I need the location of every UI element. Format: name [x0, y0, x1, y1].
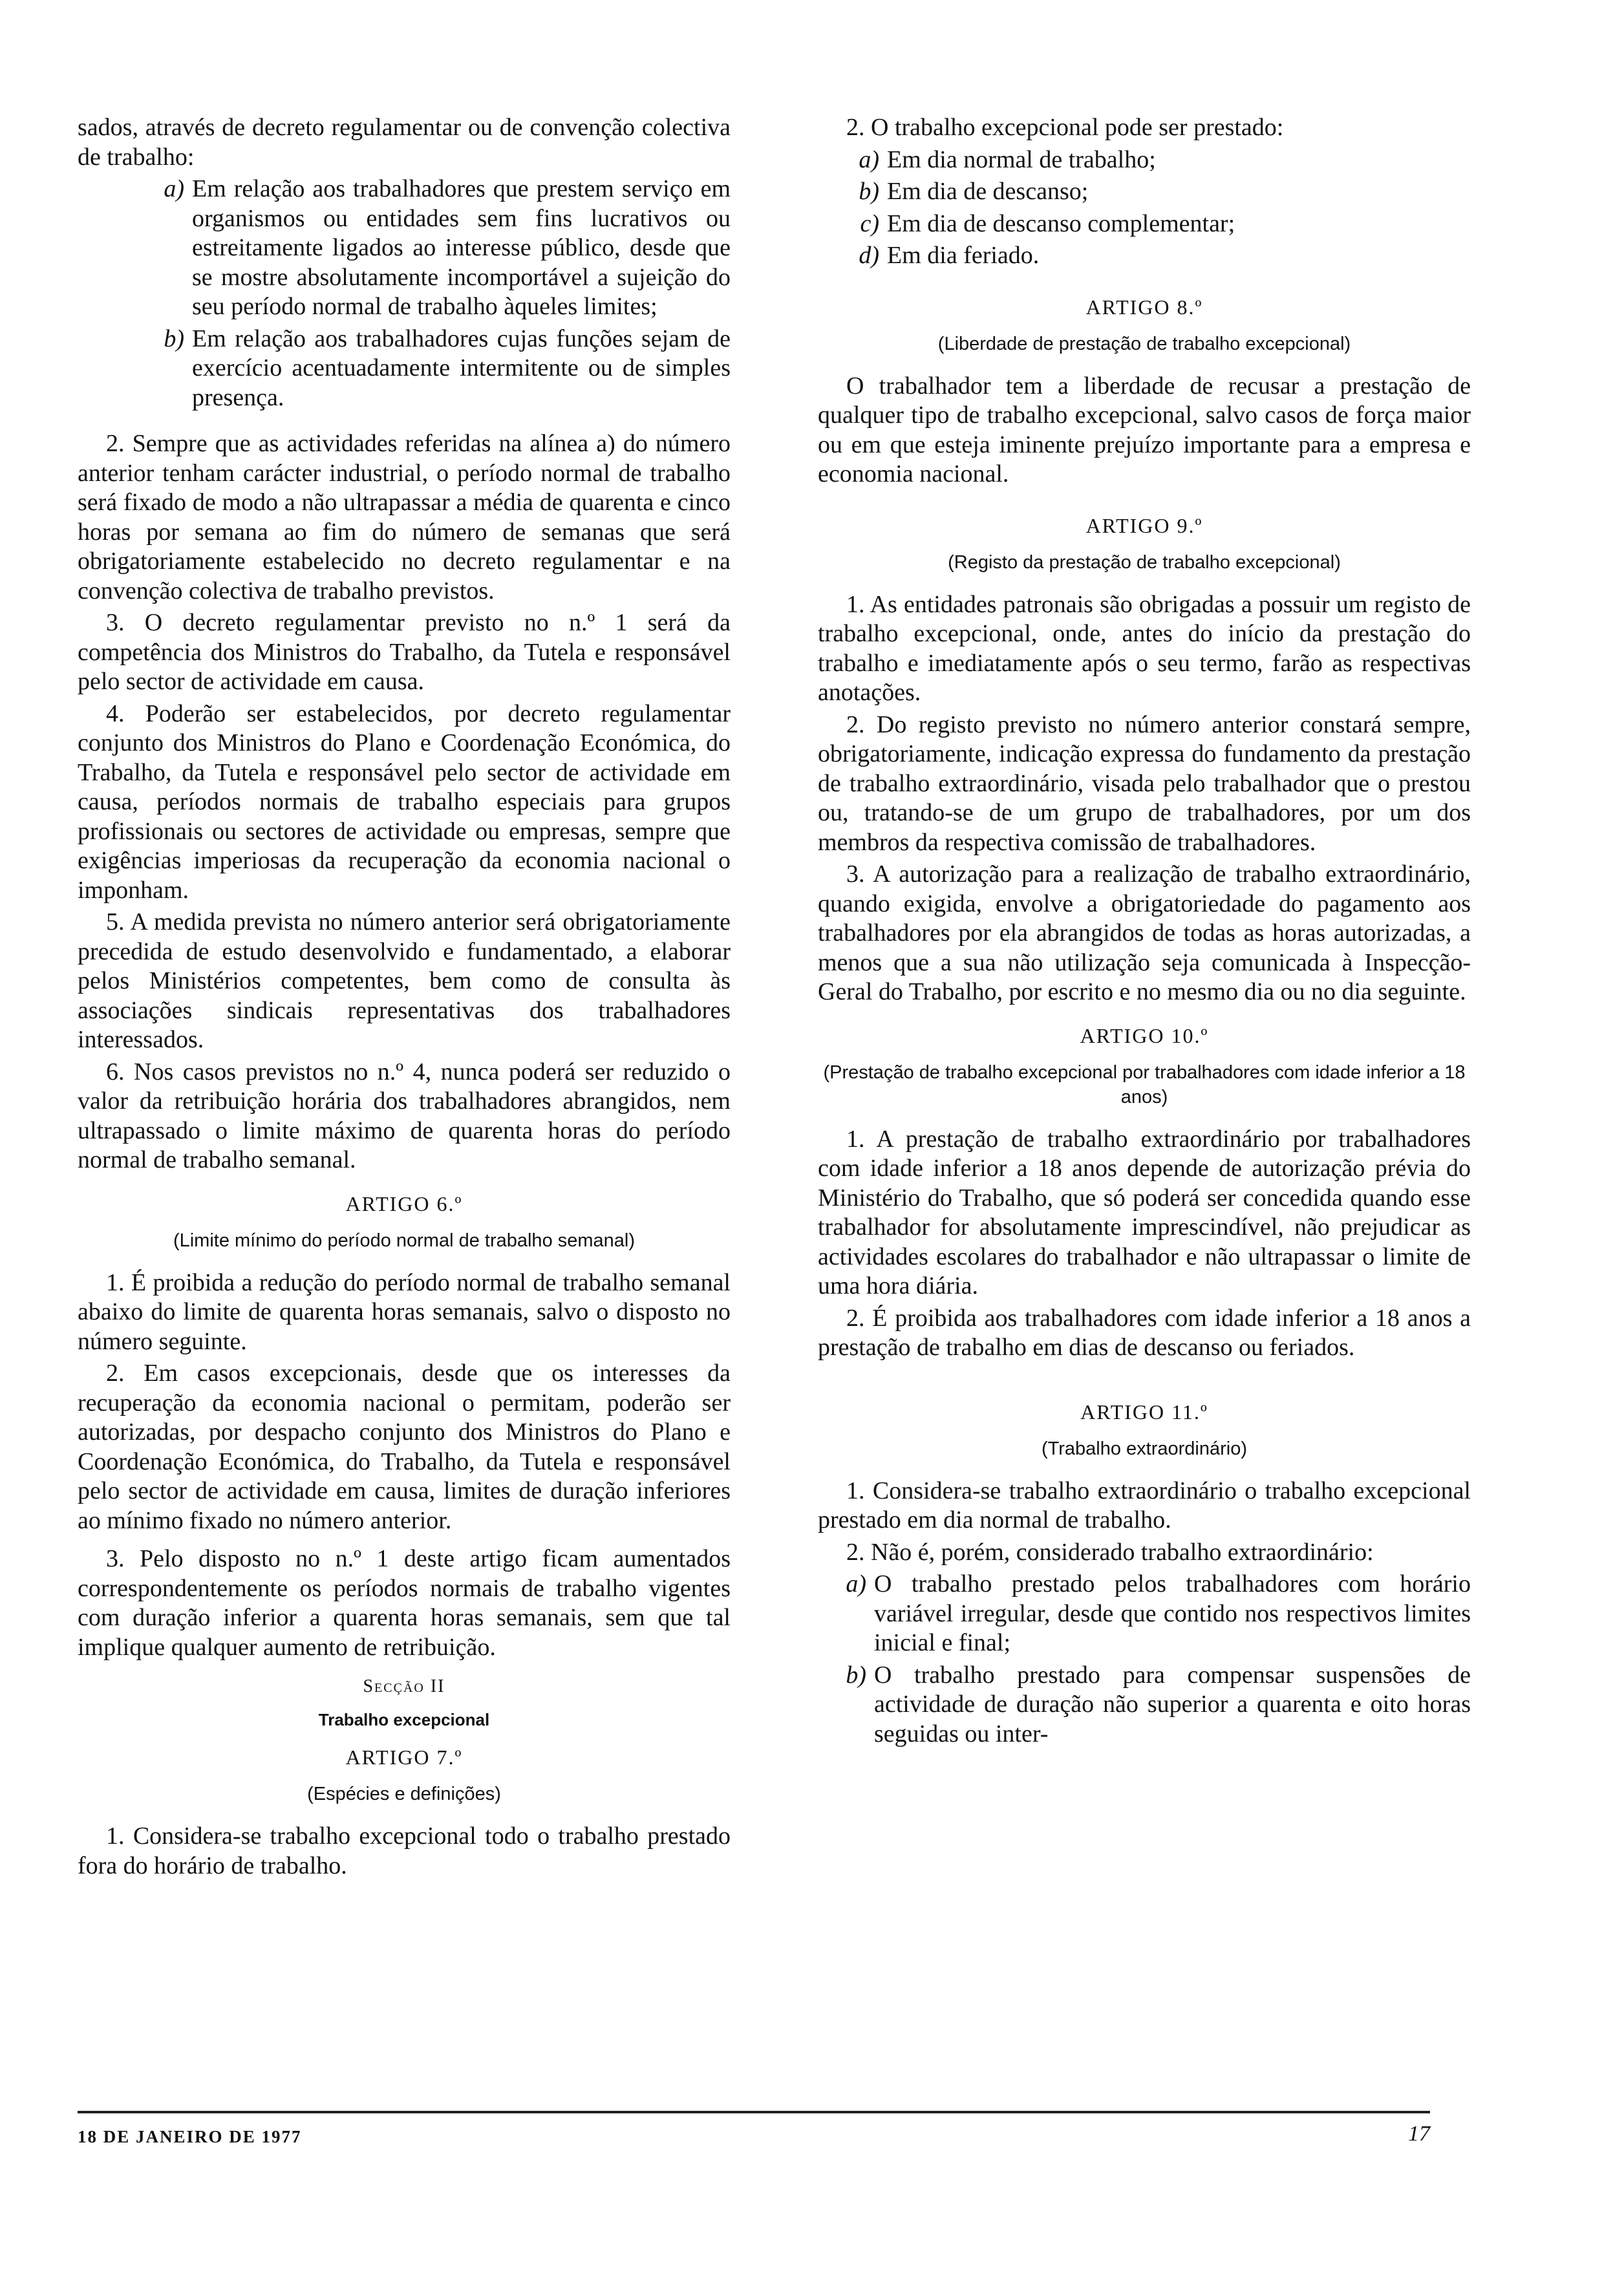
section-title: Trabalho excepcional: [318, 1710, 490, 1729]
left-column: [78, 113, 731, 1883]
article-heading: ARTIGO 8.º: [1085, 295, 1203, 319]
paragraph: sados, através de decreto regulamentar ou de convenção colectiva de trabalho:: [78, 114, 731, 171]
paragraph: 2. Em casos excepcionais, desde que os interesses da recuperação da economia nacional o permitam, poderão ser autorizadas, por despacho conjunto dos Ministros do Plano e Coordenação Económica, do Trabalho, da Tutela e responsável pelo sector de actividade em causa, limites de duração inferiores ao mínimo fixado no número anterior.: [78, 1360, 731, 1534]
paragraph: 2. O trabalho excepcional pode ser prestado:: [846, 114, 1284, 141]
paragraph: 2. É proibida aos trabalhadores com idade inferior a 18 anos a prestação de trabalho em dias de descanso ou feriados.: [818, 1304, 1471, 1361]
list-item: [149, 325, 731, 413]
list-item: [831, 1570, 1471, 1658]
section-label: Secção II: [363, 1676, 445, 1696]
item-marker: b): [164, 325, 184, 352]
paragraph: 2. Do registo previsto no número anterior constará sempre, obrigatoriamente, indicação expressa do fundamento da prestação de trabalho extraordinário, visada pelo trabalhador que o prestou ou, tratando-se de um grupo de trabalhadores, por um dos membros da respectiva comissão de trabalhadores.: [818, 710, 1471, 856]
item-text: Em dia normal de trabalho;: [887, 145, 1156, 173]
item-text: Em relação aos trabalhadores que prestem serviço em organismos ou entidades sem fins lucrativos ou estreitamente ligados ao interesse público, desde que se mostre absolutamente incomportável a sujeição do seu período normal de trabalho àqueles limites;: [192, 175, 731, 320]
item-text: Em dia de descanso complementar;: [887, 209, 1235, 237]
article-subtitle: (Registo da prestação de trabalho excepcional): [948, 551, 1341, 573]
list-item: [831, 1661, 1471, 1749]
item-marker: c): [860, 209, 879, 237]
item-text: Em relação aos trabalhadores cujas funções sejam de exercício acentuadamente intermitente ou de simples presença.: [192, 325, 731, 411]
article-subtitle: (Prestação de trabalho excepcional por trabalhadores com idade inferior a 18 anos): [823, 1062, 1466, 1107]
paragraph: 1. As entidades patronais são obrigadas a possuir um registo de trabalho excepcional, onde, antes do início da prestação do trabalho e imediatamente após o seu termo, farão as respectivas anotações.: [818, 590, 1471, 706]
paragraph: 1. Considera-se trabalho extraordinário o trabalho excepcional prestado em dia normal de trabalho.: [818, 1477, 1471, 1533]
paragraph: 4. Poderão ser estabelecidos, por decreto regulamentar conjunto dos Ministros do Plano e Coordenação Económica, do Trabalho, da Tutela e responsável pelo sector de actividade em causa, períodos normais de trabalho especiais para grupos profissionais ou sectores de actividade ou empresas, sempre que exigências imperiosas da recuperação da economia nacional o imponham.: [78, 700, 731, 904]
paragraph: 3. A autorização para a realização de trabalho extraordinário, quando exigida, envolve a obrigatoriedade do pagamento aos trabalhadores por ela abrangidos de todas as horas autorizadas, a menos que a sua não utilização seja comunicada à Inspecção-Geral do Trabalho, por escrito e no mesmo dia ou no dia seguinte.: [818, 860, 1471, 1005]
paragraph: 2. Sempre que as actividades referidas na alínea a) do número anterior tenham carácter industrial, o período normal de trabalho será fixado de modo a não ultrapassar a média de quarenta e cinco horas por semana ao fim do número de semanas que será obrigatoriamente estabelecido no decreto regulamentar e na convenção colectiva de trabalho previstos.: [78, 430, 731, 604]
item-marker: a): [846, 1570, 866, 1597]
item-text: O trabalho prestado para compensar suspensões de actividade de duração não superior a quarenta e oito horas seguidas ou inter-: [874, 1661, 1471, 1747]
article-subtitle: (Limite mínimo do período normal de trabalho semanal): [173, 1230, 636, 1251]
page-number: 17: [1408, 2122, 1430, 2146]
right-column: [818, 113, 1471, 1751]
item-text: Em dia de descanso;: [887, 178, 1089, 205]
paragraph: 1. É proibida a redução do período normal de trabalho semanal abaixo do limite de quarenta horas semanais, salvo o disposto no número seguinte.: [78, 1268, 731, 1355]
item-marker: b): [846, 1661, 866, 1689]
footer-date: 18 DE JANEIRO DE 1977: [78, 2127, 302, 2146]
article-subtitle: (Liberdade de prestação de trabalho excepcional): [937, 333, 1351, 354]
list-item: [844, 145, 1471, 175]
paragraph: 5. A medida prevista no número anterior será obrigatoriamente precedida de estudo desenvolvido e fundamentado, a elaborar pelos Ministérios competentes, bem como de consulta às associações sindicais representativas dos trabalhadores interessados.: [78, 908, 731, 1053]
paragraph: O trabalhador tem a liberdade de recusar a prestação de qualquer tipo de trabalho excepcional, salvo casos de força maior ou em que esteja iminente prejuízo importante para a empresa e economia nacional.: [818, 372, 1471, 487]
paragraph: 3. Pelo disposto no n.º 1 deste artigo ficam aumentados correspondentemente os períodos normais de trabalho vigentes com duração inferior a quarenta horas semanais, sem que tal implique qualquer aumento de retribuição.: [78, 1545, 731, 1661]
paragraph: 3. O decreto regulamentar previsto no n.º 1 será da competência dos Ministros do Trabalho, da Tutela e responsável pelo sector de actividade em causa.: [78, 609, 731, 695]
list-item: [844, 241, 1471, 271]
article-heading: ARTIGO 9.º: [1085, 513, 1203, 537]
article-heading: ARTIGO 6.º: [345, 1191, 463, 1215]
paragraph: 1. Considera-se trabalho excepcional todo o trabalho prestado fora do horário de trabalho.: [78, 1822, 731, 1879]
article-heading: ARTIGO 10.º: [1080, 1023, 1209, 1047]
item-marker: a): [164, 175, 184, 202]
article-subtitle: (Trabalho extraordinário): [1041, 1438, 1248, 1459]
list-item: [844, 209, 1471, 239]
article-heading: ARTIGO 7.º: [345, 1746, 463, 1769]
item-list: [78, 175, 731, 412]
item-text: O trabalho prestado pelos trabalhadores com horário variável irregular, desde que contido nos respectivos limites inicial e final;: [874, 1570, 1471, 1656]
paragraph: 1. A prestação de trabalho extraordinário por trabalhadores com idade inferior a 18 anos depende de autorização prévia do Ministério do Trabalho, que só poderá ser concedida quando esse trabalhador for absolutamente imprescindível, não prejudicar as actividades escolares do trabalhador e não ultrapassar o limite de uma hora diária.: [818, 1125, 1471, 1299]
list-item: [149, 175, 731, 322]
article-subtitle: (Espécies e definições): [307, 1784, 501, 1804]
paragraph: 2. Não é, porém, considerado trabalho extraordinário:: [846, 1538, 1374, 1566]
item-text: Em dia feriado.: [887, 242, 1040, 269]
footer-rule: [78, 2111, 1430, 2113]
list-item: [844, 177, 1471, 207]
article-heading: ARTIGO 11.º: [1080, 1400, 1208, 1424]
item-marker: d): [859, 242, 879, 269]
paragraph: 6. Nos casos previstos no n.º 4, nunca poderá ser reduzido o valor da retribuição horária dos trabalhadores abrangidos, nem ultrapassado o limite máximo de quarenta horas do período normal de trabalho semanal.: [78, 1058, 731, 1173]
item-marker: b): [859, 178, 879, 205]
item-list: [818, 1570, 1471, 1749]
item-marker: a): [859, 145, 879, 173]
item-list: [818, 145, 1471, 271]
